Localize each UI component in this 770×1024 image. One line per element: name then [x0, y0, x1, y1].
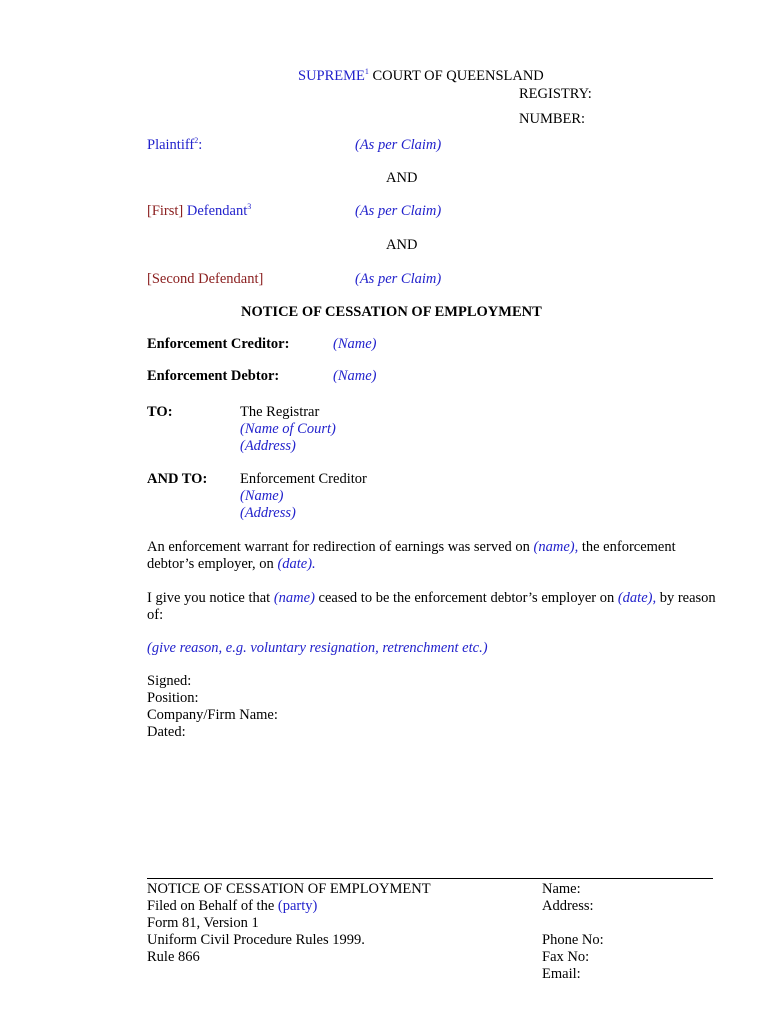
signed-label: Signed: — [147, 673, 192, 689]
footer-phone-label: Phone No: — [542, 932, 604, 948]
court-name: COURT OF QUEENSLAND — [368, 68, 544, 84]
notice-paragraph — [147, 590, 717, 624]
position-label: Position: — [147, 690, 199, 706]
footer-fax-label: Fax No: — [542, 949, 590, 965]
document-title: NOTICE OF CESSATION OF EMPLOYMENT — [241, 304, 542, 320]
to-address: (Address) — [240, 438, 296, 454]
p1-employer-name: (name), — [533, 539, 579, 555]
p2-date: (date), — [617, 590, 657, 606]
registry-label: REGISTRY: — [519, 86, 592, 102]
to-registrar: The Registrar — [240, 404, 320, 420]
and-separator-2: AND — [386, 237, 418, 253]
footer-rule-number: Rule 866 — [147, 949, 200, 965]
to-label: TO: — [147, 404, 173, 420]
p1-text-c: the enforcement debtor’s employer, on — [147, 539, 676, 572]
p1-date: (date). — [277, 556, 316, 572]
debtor-label: Enforcement Debtor: — [147, 368, 280, 384]
and-to-label: AND TO: — [147, 471, 208, 487]
footer-name-label: Name: — [542, 881, 581, 897]
reason-placeholder: (give reason, e.g. voluntary resignation, retrenchment etc.) — [147, 640, 488, 656]
and-to-address: (Address) — [240, 505, 296, 521]
warrant-paragraph — [147, 539, 717, 573]
footer-rules: Uniform Civil Procedure Rules 1999. — [147, 932, 365, 948]
court-type: SUPREME — [298, 68, 365, 84]
footer-address-label: Address: — [542, 898, 594, 914]
footnote-ref-1: 1 — [364, 67, 369, 77]
debtor-value: (Name) — [333, 368, 377, 384]
plaintiff-text: Plaintiff — [147, 137, 195, 153]
p1-text-a: An enforcement warrant for redirection of earnings was served on — [147, 539, 534, 555]
footer-divider — [147, 878, 713, 879]
to-court-name: (Name of Court) — [240, 421, 336, 437]
defendant-text: Defendant — [183, 203, 248, 219]
and-to-creditor: Enforcement Creditor — [240, 471, 367, 487]
second-defendant-value: (As per Claim) — [355, 271, 442, 287]
creditor-label: Enforcement Creditor: — [147, 336, 290, 352]
filed-text: Filed on Behalf of the — [147, 898, 278, 914]
plaintiff-colon: : — [198, 137, 203, 153]
creditor-value: (Name) — [333, 336, 377, 352]
footer-form-title: NOTICE OF CESSATION OF EMPLOYMENT — [147, 881, 431, 897]
plaintiff-label — [147, 137, 202, 154]
footer-email-label: Email: — [542, 966, 581, 982]
and-separator-1: AND — [386, 170, 418, 186]
p2-text-c: ceased to be the enforcement debtor’s employer on — [314, 590, 618, 606]
p2-name: (name) — [273, 590, 315, 606]
number-label: NUMBER: — [519, 111, 586, 127]
second-defendant-label: [Second Defendant] — [147, 271, 264, 287]
first-bracket: [First] — [147, 203, 184, 219]
footnote-ref-2: 2 — [194, 136, 199, 146]
footer-filed-on-behalf — [147, 898, 317, 915]
dated-label: Dated: — [147, 724, 186, 740]
footnote-ref-3: 3 — [247, 202, 252, 212]
p2-text-e: by reason of: — [147, 590, 716, 623]
p2-text-a: I give you notice that — [147, 590, 274, 606]
court-heading — [298, 68, 544, 85]
first-defendant-value: (As per Claim) — [355, 203, 442, 219]
and-to-name: (Name) — [240, 488, 284, 504]
first-defendant-label — [147, 203, 251, 220]
footer-form-number: Form 81, Version 1 — [147, 915, 259, 931]
filed-party: (party) — [277, 898, 318, 914]
plaintiff-value: (As per Claim) — [355, 137, 442, 153]
company-label: Company/Firm Name: — [147, 707, 278, 723]
